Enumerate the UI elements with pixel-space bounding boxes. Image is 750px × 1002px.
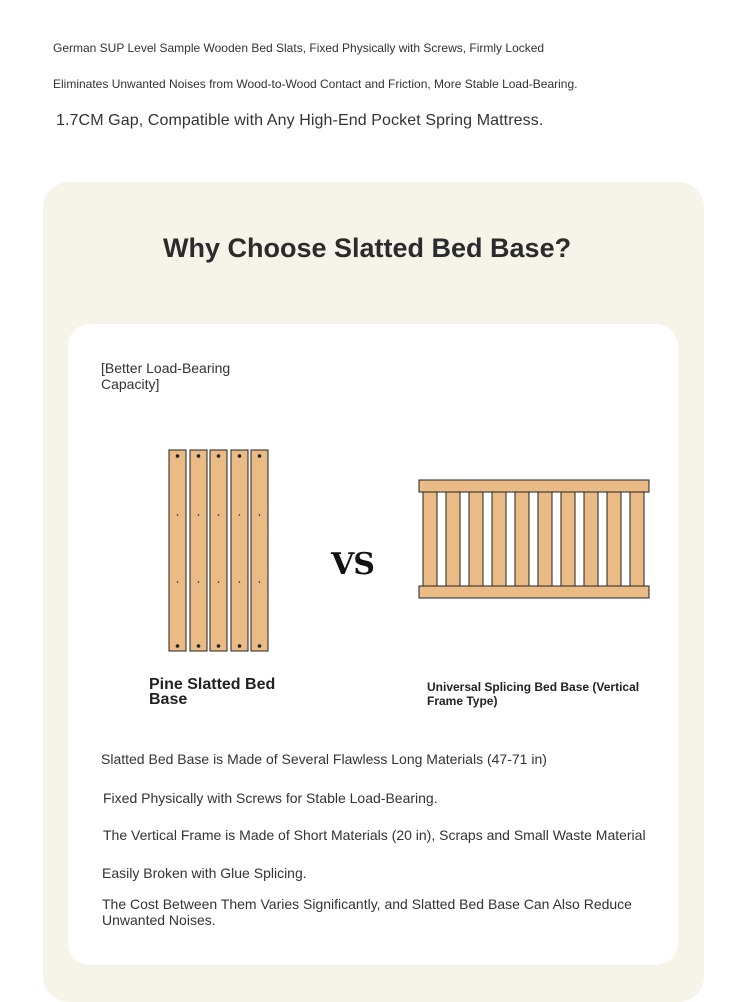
load-bearing-badge: [Better Load-Bearing Capacity]	[101, 360, 231, 392]
detail-line-4: Easily Broken with Glue Splicing.	[102, 865, 307, 881]
post-10	[630, 491, 644, 587]
intro-line-3: 1.7CM Gap, Compatible with Any High-End Pocket Spring Mattress.	[56, 112, 544, 129]
post-7	[561, 491, 575, 587]
post-9	[607, 491, 621, 587]
post-5	[515, 491, 529, 587]
post-1	[423, 491, 437, 587]
intro-line-1: German SUP Level Sample Wooden Bed Slats, Fixed Physically with Screws, Firmly Locked	[53, 41, 545, 55]
splicing-caption: Universal Splicing Bed Base (Vertical Frame Type)	[427, 680, 640, 708]
detail-line-2: Fixed Physically with Screws for Stable Load-Bearing.	[103, 790, 438, 806]
post-3	[469, 491, 483, 587]
post-6	[538, 491, 552, 587]
slat-1	[169, 450, 186, 651]
post-2	[446, 491, 460, 587]
vs-label: VS	[331, 547, 374, 582]
bottom-rail	[419, 586, 649, 598]
post-4	[492, 491, 506, 587]
splicing-frame-illustration	[410, 472, 660, 607]
top-rail	[419, 480, 649, 492]
detail-line-1: Slatted Bed Base is Made of Several Flawless Long Materials (47-71 in)	[101, 751, 547, 767]
detail-line-3: The Vertical Frame is Made of Short Materials (20 in), Scraps and Small Waste Material	[103, 827, 646, 843]
slat-2	[190, 450, 207, 651]
pine-slat-illustration	[160, 440, 280, 660]
slat-3	[210, 450, 227, 651]
intro-line-2: Eliminates Unwanted Noises from Wood-to-Wood Contact and Friction, More Stable Load-Bearing.	[53, 77, 578, 91]
section-title: Why Choose Slatted Bed Base?	[163, 233, 572, 263]
slat-5	[251, 450, 268, 651]
pine-caption: Pine Slatted Bed Base	[149, 676, 276, 708]
detail-line-5: The Cost Between Them Varies Significantly, and Slatted Bed Base Can Also Reduce Unwanted Noises.	[102, 896, 632, 928]
slat-4	[231, 450, 248, 651]
post-8	[584, 491, 598, 587]
